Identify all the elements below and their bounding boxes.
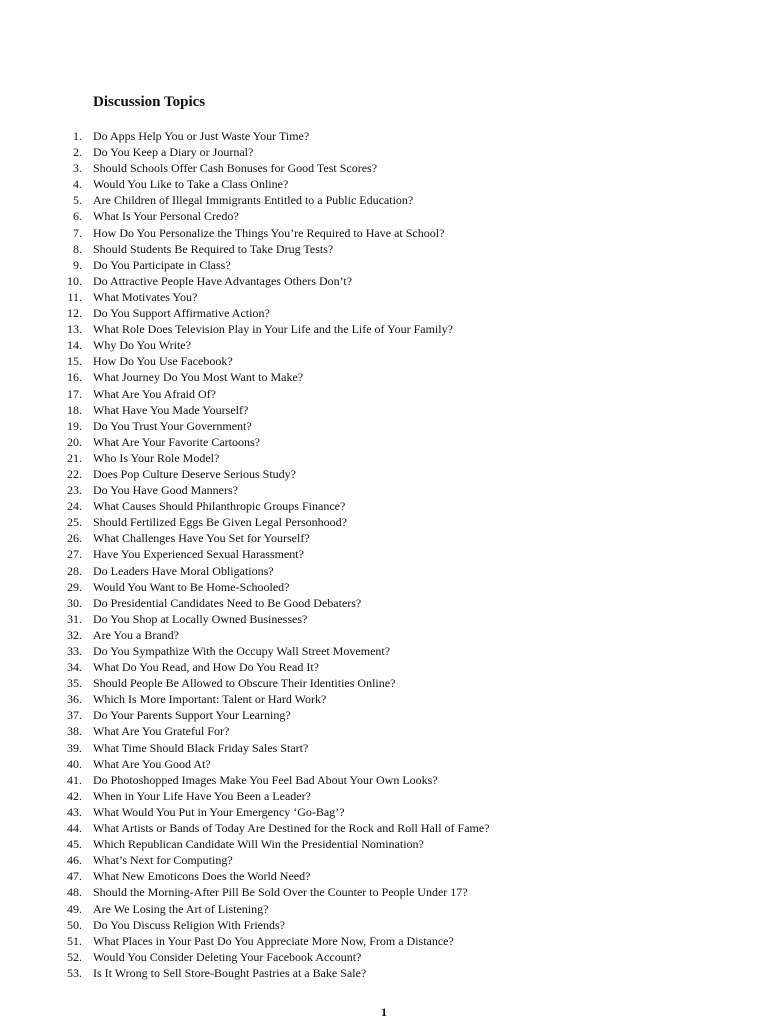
topic-text: Do You Support Affirmative Action? — [93, 306, 270, 321]
topic-number: 51. — [67, 933, 82, 948]
list-item — [0, 450, 768, 466]
topic-number: 6. — [73, 209, 82, 224]
topic-text: What Role Does Television Play in Your Life and the Life of Your Family? — [93, 322, 453, 337]
list-item — [0, 884, 768, 900]
topic-text: How Do You Use Facebook? — [93, 354, 233, 369]
topic-text: What Have You Made Yourself? — [93, 402, 249, 417]
topic-text: Is It Wrong to Sell Store-Bought Pastries at a Bake Sale? — [93, 965, 367, 980]
list-item — [0, 563, 768, 579]
topic-text: When in Your Life Have You Been a Leader? — [93, 788, 311, 803]
list-item — [0, 595, 768, 611]
topic-text: What New Emoticons Does the World Need? — [93, 869, 311, 884]
topic-text: What Artists or Bands of Today Are Destined for the Rock and Roll Hall of Fame? — [93, 821, 490, 836]
topic-list — [0, 128, 768, 981]
topic-text: Does Pop Culture Deserve Serious Study? — [93, 466, 296, 481]
topic-number: 41. — [67, 772, 82, 787]
topic-number: 13. — [67, 322, 82, 337]
list-item — [0, 498, 768, 514]
list-item — [0, 804, 768, 820]
topic-text: What Are You Grateful For? — [93, 724, 230, 739]
topic-number: 17. — [67, 386, 82, 401]
list-item — [0, 675, 768, 691]
topic-text: How Do You Personalize the Things You’re Required to Have at School? — [93, 225, 445, 240]
topic-number: 29. — [67, 579, 82, 594]
topic-number: 5. — [73, 193, 82, 208]
topic-number: 11. — [67, 289, 82, 304]
list-item — [0, 402, 768, 418]
topic-number: 47. — [67, 869, 82, 884]
topic-text: Have You Experienced Sexual Harassment? — [93, 547, 304, 562]
topic-number: 52. — [67, 949, 82, 964]
topic-number: 45. — [67, 837, 82, 852]
list-item — [0, 868, 768, 884]
topic-text: Should Students Be Required to Take Drug Tests? — [93, 241, 334, 256]
topic-text: Which Is More Important: Talent or Hard Work? — [93, 692, 327, 707]
topic-text: Do You Discuss Religion With Friends? — [93, 917, 285, 932]
topic-number: 8. — [73, 241, 82, 256]
topic-number: 44. — [67, 821, 82, 836]
topic-text: What Would You Put in Your Emergency ‘Go-Bag’? — [93, 804, 345, 819]
list-item — [0, 434, 768, 450]
list-item — [0, 530, 768, 546]
topic-text: What’s Next for Computing? — [93, 853, 233, 868]
list-item — [0, 257, 768, 273]
topic-text: Do Leaders Have Moral Obligations? — [93, 563, 274, 578]
page-title: Discussion Topics — [93, 94, 206, 110]
topic-number: 36. — [67, 692, 82, 707]
topic-text: Are We Losing the Art of Listening? — [93, 901, 269, 916]
list-item — [0, 466, 768, 482]
list-item — [0, 386, 768, 402]
topic-number: 20. — [67, 434, 82, 449]
topic-text: What Challenges Have You Set for Yourself? — [93, 531, 310, 546]
topic-number: 1. — [73, 129, 82, 143]
topic-text: What Are Your Favorite Cartoons? — [93, 434, 260, 449]
topic-number: 43. — [67, 804, 82, 819]
topic-number: 33. — [67, 644, 82, 658]
list-item — [0, 852, 768, 868]
topic-text: Do Attractive People Have Advantages Others Don’t? — [93, 273, 353, 288]
topic-number: 39. — [67, 740, 82, 755]
list-item — [0, 691, 768, 707]
topic-number: 40. — [67, 756, 82, 771]
list-item — [0, 740, 768, 756]
topic-number: 35. — [67, 676, 82, 691]
topic-text: Do You Sympathize With the Occupy Wall Street Movement? — [93, 644, 391, 658]
topic-number: 49. — [67, 901, 82, 916]
list-item — [0, 933, 768, 949]
list-item — [0, 192, 768, 208]
list-item — [0, 225, 768, 241]
page-number: 1 — [381, 1005, 387, 1019]
list-item — [0, 949, 768, 965]
topic-text: Do You Keep a Diary or Journal? — [93, 145, 254, 160]
topic-text: Would You Like to Take a Class Online? — [93, 177, 289, 192]
list-item — [0, 353, 768, 369]
topic-number: 26. — [67, 531, 82, 546]
topic-number: 14. — [67, 338, 82, 353]
topic-text: What Causes Should Philanthropic Groups Finance? — [93, 499, 346, 514]
topic-number: 2. — [73, 145, 82, 160]
topic-number: 24. — [67, 499, 82, 514]
topic-text: Do You Participate in Class? — [93, 257, 231, 272]
list-item — [0, 579, 768, 595]
list-item — [0, 176, 768, 192]
topic-text: What Motivates You? — [93, 289, 198, 304]
topic-number: 3. — [73, 161, 82, 176]
list-item — [0, 611, 768, 627]
topic-number: 22. — [67, 466, 82, 481]
topic-number: 38. — [67, 724, 82, 739]
topic-number: 30. — [67, 595, 82, 610]
list-item — [0, 289, 768, 305]
list-item — [0, 643, 768, 659]
topic-text: Should the Morning-After Pill Be Sold Over the Counter to People Under 17? — [93, 885, 468, 900]
topic-text: Do You Shop at Locally Owned Businesses? — [93, 611, 308, 626]
topic-text: What Do You Read, and How Do You Read It? — [93, 660, 319, 675]
topic-number: 46. — [67, 853, 82, 868]
list-item — [0, 418, 768, 434]
topic-number: 10. — [67, 273, 82, 288]
topic-text: Are You a Brand? — [93, 627, 179, 642]
topic-number: 21. — [67, 450, 82, 465]
topic-text: Are Children of Illegal Immigrants Entitled to a Public Education? — [93, 193, 414, 208]
list-item — [0, 627, 768, 643]
topic-text: Would You Consider Deleting Your Facebook Account? — [93, 949, 362, 964]
topic-number: 9. — [73, 257, 82, 272]
topic-text: Should People Be Allowed to Obscure Their Identities Online? — [93, 676, 396, 691]
topic-text: Should Schools Offer Cash Bonuses for Good Test Scores? — [93, 161, 378, 176]
list-item — [0, 756, 768, 772]
list-item — [0, 273, 768, 289]
list-item — [0, 820, 768, 836]
topic-text: Do Your Parents Support Your Learning? — [93, 708, 291, 723]
list-item — [0, 917, 768, 933]
topic-text: Do Apps Help You or Just Waste Your Time? — [93, 129, 310, 143]
list-item — [0, 208, 768, 224]
topic-text: Do You Trust Your Government? — [93, 418, 252, 433]
topic-number: 28. — [67, 563, 82, 578]
list-item — [0, 160, 768, 176]
topic-text: Do Presidential Candidates Need to Be Good Debaters? — [93, 595, 362, 610]
topic-text: Would You Want to Be Home-Schooled? — [93, 579, 290, 594]
topic-number: 25. — [67, 515, 82, 530]
topic-number: 48. — [67, 885, 82, 900]
topic-number: 15. — [67, 354, 82, 369]
topic-number: 31. — [67, 611, 82, 626]
topic-text: Should Fertilized Eggs Be Given Legal Personhood? — [93, 515, 347, 530]
list-item — [0, 305, 768, 321]
list-item — [0, 369, 768, 385]
topic-number: 19. — [67, 418, 82, 433]
topic-text: What Are You Good At? — [93, 756, 211, 771]
topic-number: 16. — [67, 370, 82, 385]
topic-text: What Are You Afraid Of? — [93, 386, 216, 401]
list-item — [0, 337, 768, 353]
topic-number: 37. — [67, 708, 82, 723]
list-item — [0, 241, 768, 257]
list-item — [0, 788, 768, 804]
topic-text: Which Republican Candidate Will Win the Presidential Nomination? — [93, 837, 424, 852]
topic-number: 32. — [67, 627, 82, 642]
topic-text: Why Do You Write? — [93, 338, 191, 353]
topic-number: 27. — [67, 547, 82, 562]
list-item — [0, 482, 768, 498]
list-item — [0, 514, 768, 530]
topic-text: What Journey Do You Most Want to Make? — [93, 370, 304, 385]
topic-text: Who Is Your Role Model? — [93, 450, 220, 465]
topic-number: 23. — [67, 483, 82, 498]
topic-number: 53. — [67, 965, 82, 980]
list-item — [0, 836, 768, 852]
topic-number: 42. — [67, 788, 82, 803]
topic-text: What Is Your Personal Credo? — [93, 209, 239, 224]
list-item — [0, 546, 768, 562]
topic-number: 7. — [73, 225, 82, 240]
topic-number: 50. — [67, 917, 82, 932]
list-item — [0, 723, 768, 739]
topic-text: Do Photoshopped Images Make You Feel Bad About Your Own Looks? — [93, 772, 438, 787]
list-item — [0, 144, 768, 160]
list-item — [0, 659, 768, 675]
list-item — [0, 321, 768, 337]
topic-text: Do You Have Good Manners? — [93, 483, 238, 498]
topic-text: What Places in Your Past Do You Appreciate More Now, From a Distance? — [93, 933, 454, 948]
list-item — [0, 707, 768, 723]
list-item — [0, 901, 768, 917]
topic-number: 34. — [67, 660, 82, 675]
list-item — [0, 772, 768, 788]
list-item — [0, 965, 768, 981]
topic-text: What Time Should Black Friday Sales Start? — [93, 740, 309, 755]
list-item — [0, 128, 768, 144]
topic-number: 18. — [67, 402, 82, 417]
topic-number: 12. — [67, 306, 82, 321]
topic-number: 4. — [73, 177, 82, 192]
